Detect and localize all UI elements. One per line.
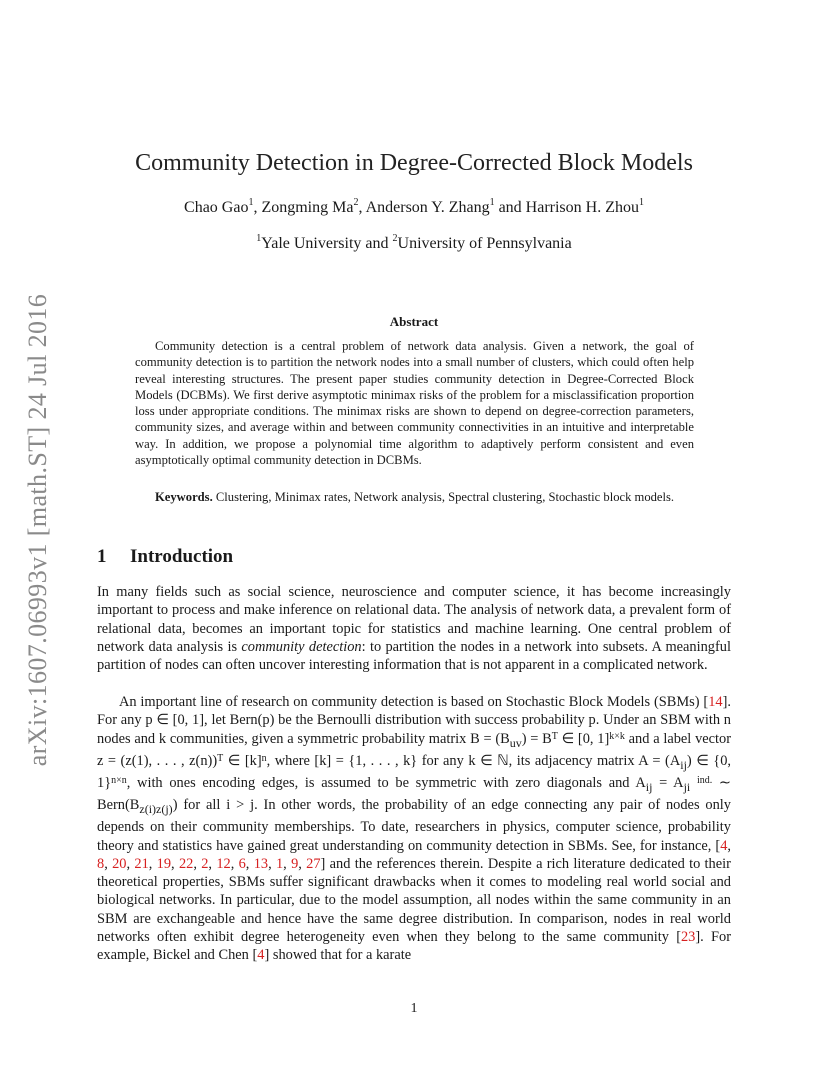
citation-link[interactable]: 9 (291, 855, 299, 872)
citation-link[interactable]: 20 (112, 855, 127, 872)
author-affil-mark: 2 (353, 197, 359, 208)
author-name: Zongming Ma (261, 199, 354, 216)
author-name: Harrison H. Zhou (525, 199, 639, 216)
paragraph-text: : to partition the nodes in a network into subsets. A meaningful partition of nodes can often uncover interesting information that is not apparent in a complicated network. (97, 638, 731, 674)
affil-mark: 1 (256, 233, 262, 244)
math-superscript: n (261, 752, 267, 764)
section-heading (97, 546, 233, 568)
citation-link[interactable]: 27 (306, 855, 321, 872)
math-subscript: ji (683, 779, 691, 794)
author-separator: , (253, 199, 262, 216)
citation-link[interactable]: 13 (253, 855, 269, 872)
paragraph-text: , where [k] = {1, . . . , k} for any k ∈ ℕ, its adjacency matrix A = (A (266, 752, 681, 769)
keywords-text: Clustering, Minimax rates, Network analysis, Spectral clustering, Stochastic block models. (215, 490, 675, 504)
math-subscript: ij (645, 779, 653, 794)
author-affil-mark: 1 (248, 197, 254, 208)
paragraph-text: An important line of research on community detection is based on Stochastic Block Models (SBMs) [ (119, 694, 709, 710)
math-superscript: T (217, 752, 224, 764)
affil-text: Yale University and (261, 235, 393, 252)
author-affil-mark: 1 (638, 197, 644, 208)
paragraph-text: ] showed that for a karate (264, 947, 412, 964)
math-subscript: ij (680, 757, 687, 772)
citation-link[interactable]: 6 (238, 855, 246, 872)
emphasis-text: community detection (241, 638, 362, 655)
page-number: 1 (410, 1001, 418, 1016)
citation-link[interactable]: 12 (216, 855, 231, 872)
paper-title: Community Detection in Degree-Corrected Block Models (135, 150, 693, 176)
paragraph-text: ) = B (521, 730, 552, 747)
citation-link[interactable]: 1 (275, 855, 284, 872)
paragraph-text: and a label vector z = (z(1), . . . , z(n)) (97, 730, 732, 769)
author-affil-mark: 1 (489, 197, 495, 208)
abstract-heading: Abstract (389, 314, 439, 329)
math-subscript: z(i)z(j) (139, 801, 173, 816)
citation-link[interactable]: 14 (708, 694, 723, 710)
math-superscript: k×k (609, 730, 625, 742)
keywords (135, 489, 694, 505)
affil-text: University of Pennsylvania (397, 235, 572, 252)
author-separator: and (494, 199, 526, 216)
citation-link[interactable]: 22 (178, 855, 194, 872)
citation-link[interactable]: 8 (97, 855, 105, 872)
math-subscript: uv (509, 735, 522, 750)
section-number: 1 (97, 546, 107, 567)
paragraph-text: ]. For any p ∈ [0, 1], let Bern(p) be the Bernoulli distribution with success probability p. Under an SBM with n nodes and k communities, given a symmetric probability matrix B = (B (97, 694, 731, 747)
citation-link[interactable]: 4 (720, 837, 728, 854)
arxiv-stamp (20, 280, 56, 780)
paragraph-text: ∈ [0, 1] (557, 730, 610, 747)
paragraph-text: , with ones encoding edges, is assumed to be symmetric with zero diagonals and A (126, 774, 646, 791)
citation-link[interactable]: 4 (257, 947, 265, 964)
paragraph-1 (97, 583, 731, 674)
paragraph-text: ) ∈ {0, 1} (97, 752, 731, 791)
author-list (0, 199, 828, 217)
paragraph-text: ]. For example, Bickel and Chen [ (97, 929, 731, 964)
citation-link[interactable]: 23 (680, 929, 696, 946)
math-superscript: ind. (696, 774, 713, 786)
affiliations (0, 235, 828, 253)
citation-link[interactable]: 19 (156, 855, 172, 872)
author-separator: , (358, 199, 366, 216)
citation-link[interactable]: 2 (201, 855, 209, 872)
author-name: Chao Gao (184, 199, 249, 216)
arxiv-stamp-text: arXiv:1607.06993v1 [math.ST] 24 Jul 2016 (23, 293, 53, 767)
paragraph-text: = A (652, 774, 684, 791)
citation-link[interactable]: 21 (134, 855, 149, 872)
paragraph-text: ∈ [k] (223, 752, 262, 769)
affil-mark: 2 (392, 233, 398, 244)
abstract-text: Community detection is a central problem of network data analysis. Given a network, the goal of community detection is to partition the network nodes into a small number of clusters, which could often help reveal interesting structures. The present paper studies community detection in Degree-Corrected Block Models (DCBMs). We first derive asymptotic minimax risks of the problem for a misclassification proportion loss under appropriate conditions. The minimax risks are shown to depend on degree-correction parameters, community sizes, and average within and between community connectivities in an intuitive and interpretable way. In addition, we propose a polynomial time algorithm to adaptively perform consistent and even asymptotically optimal community detection in DCBMs. (135, 339, 694, 468)
math-superscript: n×n (111, 774, 127, 786)
paragraph-text: ] and the references therein. Despite a rich literature dedicated to their theoretical properties, SBMs suffer significant drawbacks when it comes to modeling real world social and biological networks. In particular, due to the model assumption, all nodes within the same community in an SBM are exchangeable and hence have the same degree distribution. In comparison, nodes in real world networks often exhibit degree heterogeneity even when they belong to the same community [ (97, 855, 731, 946)
author-name: Anderson Y. Zhang (365, 199, 490, 216)
section-title: Introduction (130, 546, 234, 567)
paragraph-text: ) for all i > j. In other words, the probability of an edge connecting any pair of nodes only depends on their community memberships. To date, researchers in physics, computer science, probability theory and statistics have gained great understanding on community detection in SBMs. See, for instance, [ (97, 797, 731, 854)
paragraph-text: In many fields such as social science, neuroscience and computer science, it has become increasingly important to process and make inference on relational data. The analysis of network data, a prevalent form of relational data, becomes an important topic for statistics and machine learning. One central problem of network data analysis is (97, 584, 731, 655)
paragraph-2: An important line of research on community detection is based on Stochastic Block Models (SBMs) [14]. For any p ∈ [0, 1], let Bern(p) be the Bernoulli distribution with success probability p. Under an SBM with n nodes and k communities, given a symmetric probability matrix $B = (B_{uv}) = B^T$ ∈ [0, 1]$^{k\times k}$ and a label vector z = (z(1), . . . , z(n))$^T$ ∈ $[k]^n$, where [k] = {1, . . . , k} for any k ∈ ℕ, its adjacency matrix $A = (A_{ij})$ ∈ {0, 1}$^{n\times n}$, with ones encoding edges, is assumed to be symmetric with zero diagonals and $A_{ij} = A_{ji}$ $^{ind.}$ ∼ $Bern(B_{z(i)z(j)})$ for all i > j. In other words, the probability of an edge connecting any pair of nodes only depends on their community memberships. To date, researchers in physics, computer science, probability theory and statistics have gained great understanding on community detection in SBMs. See, for instance, [4, 8, 20, 21, 19, 22, 2, 12, 6, 13, 1, 9, 27] and the references therein. Despite a rich literature dedicated to their theoretical properties, SBMs suffer significant drawbacks when it comes to modeling real world social and biological networks. In particular, due to the model assumption, all nodes within the same community in an SBM are exchangeable and hence have the same degree distribution. In comparison, nodes in real world networks often exhibit degree heterogeneity even when they belong to the same community [23]. For example, Bickel and Chen [4] showed that for a karate (97, 694, 732, 964)
paragraph-text: ∼ Bern(B (97, 774, 731, 814)
keywords-label: Keywords. (155, 490, 213, 504)
math-superscript: T (551, 730, 558, 742)
